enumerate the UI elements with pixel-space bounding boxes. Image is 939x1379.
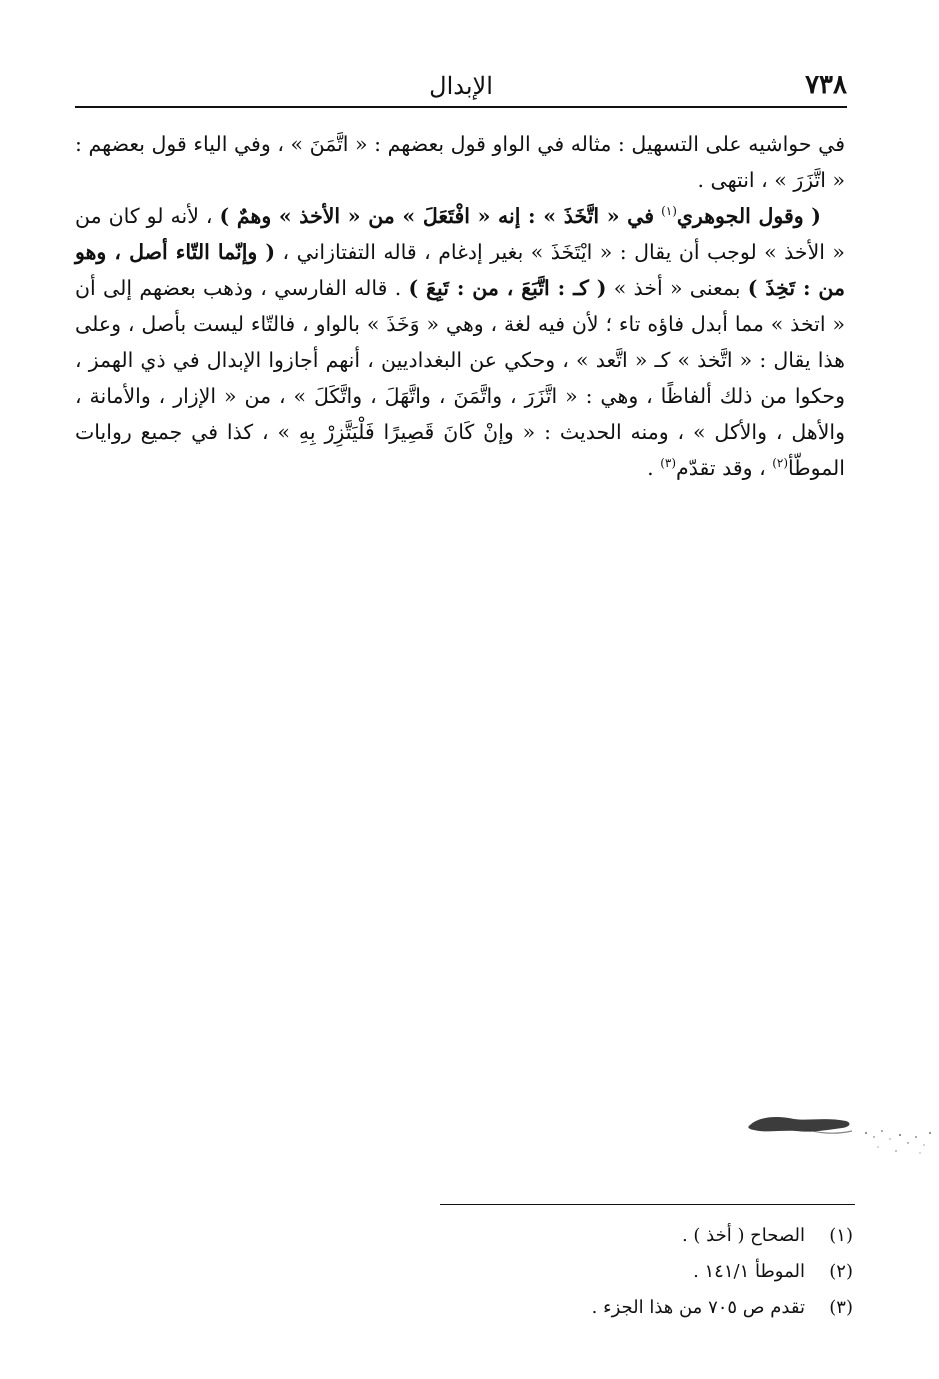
footnote-rule <box>440 1204 855 1205</box>
footnote-number: (٣) <box>829 1297 853 1318</box>
footnote-number: (١) <box>829 1225 853 1246</box>
page-number: ٧٣٨ <box>805 70 847 100</box>
footnote-number: (٢) <box>829 1261 853 1282</box>
body-text <box>75 126 845 486</box>
bold-phrase-a: ( وقول الجوهري <box>676 204 821 228</box>
page-header <box>75 60 847 104</box>
ink-specks <box>860 1125 935 1157</box>
text-run: بمعنى « أخذ » <box>613 276 741 300</box>
ink-smudge <box>746 1111 856 1137</box>
header-rule <box>75 106 847 108</box>
footnote-text: تقدم ص ٧٠٥ من هذا الجزء . <box>591 1297 805 1318</box>
text-run: . قاله الفارسي ، وذهب بعضهم إلى أن « اتخذ » مما أبدل فاؤه تاء ؛ لأن فيه لغة ، وهي « وَخَذَ » بالواو ، فالتّاء ليست بأصل ، وعلى هذا يقال : « اتَّخذ » كـ « اتَّعد » ، وحكي عن البغداديين ، أنهم أجازوا الإبدال في ذي الهمز ، وحكوا من ذلك ألفاظًا ، وهي : « اتَّزَرَ ، واتَّمَنَ ، واتَّهَلَ ، واتَّكَلَ » ، من « الإزار ، والأمانة ، والأهل ، والأكل » ، ومنه الحديث : « وإنْ كَانَ قَصِيرًا فَلْيَتَّزِرْ بِهِ » ، كذا في جميع روايات الموطّأ <box>75 276 845 480</box>
text-run: . <box>647 456 654 480</box>
bold-phrase-c: ( وإنّما التّاء أصل ، وهو من : تَخِذَ ) <box>75 240 846 300</box>
paragraph-1: في حواشيه على التسهيل : مثاله في الواو قول بعضهم : « اتَّمَنَ » ، وفي الياء قول بعضهم : « اتَّزَرَ » ، انتهى . <box>75 132 845 192</box>
footnote-text: الصحاح ( أخذ ) . <box>681 1225 805 1246</box>
footnotes <box>75 1218 853 1326</box>
bold-phrase-b: في « اتَّخَذَ » : إنه « افْتَعَلَ » من « الأخذ » وهمٌ ) <box>219 204 655 228</box>
footnote-3 <box>75 1290 853 1326</box>
text-run: ، وقد تقدّم <box>676 456 766 480</box>
paragraph-2 <box>75 198 845 486</box>
running-title: الإبدال <box>429 72 493 100</box>
footnote-ref-3: (٣) <box>660 456 677 471</box>
text-run: ، لأنه لو كان من « الأخذ » لوجب أن يقال : « ايْتَخَذَ » بغير إدغام ، قاله التفتازاني ، <box>75 204 845 264</box>
footnote-text: الموطأ ١٤١/١ . <box>693 1261 805 1282</box>
bold-phrase-d: ( كـ : اتَّبَعَ ، من : تَبِعَ ) <box>408 276 607 300</box>
footnote-ref-2: (٢) <box>772 456 789 471</box>
footnote-1 <box>75 1218 853 1254</box>
footnote-2 <box>75 1254 853 1290</box>
footnote-ref-1: (١) <box>661 204 677 219</box>
